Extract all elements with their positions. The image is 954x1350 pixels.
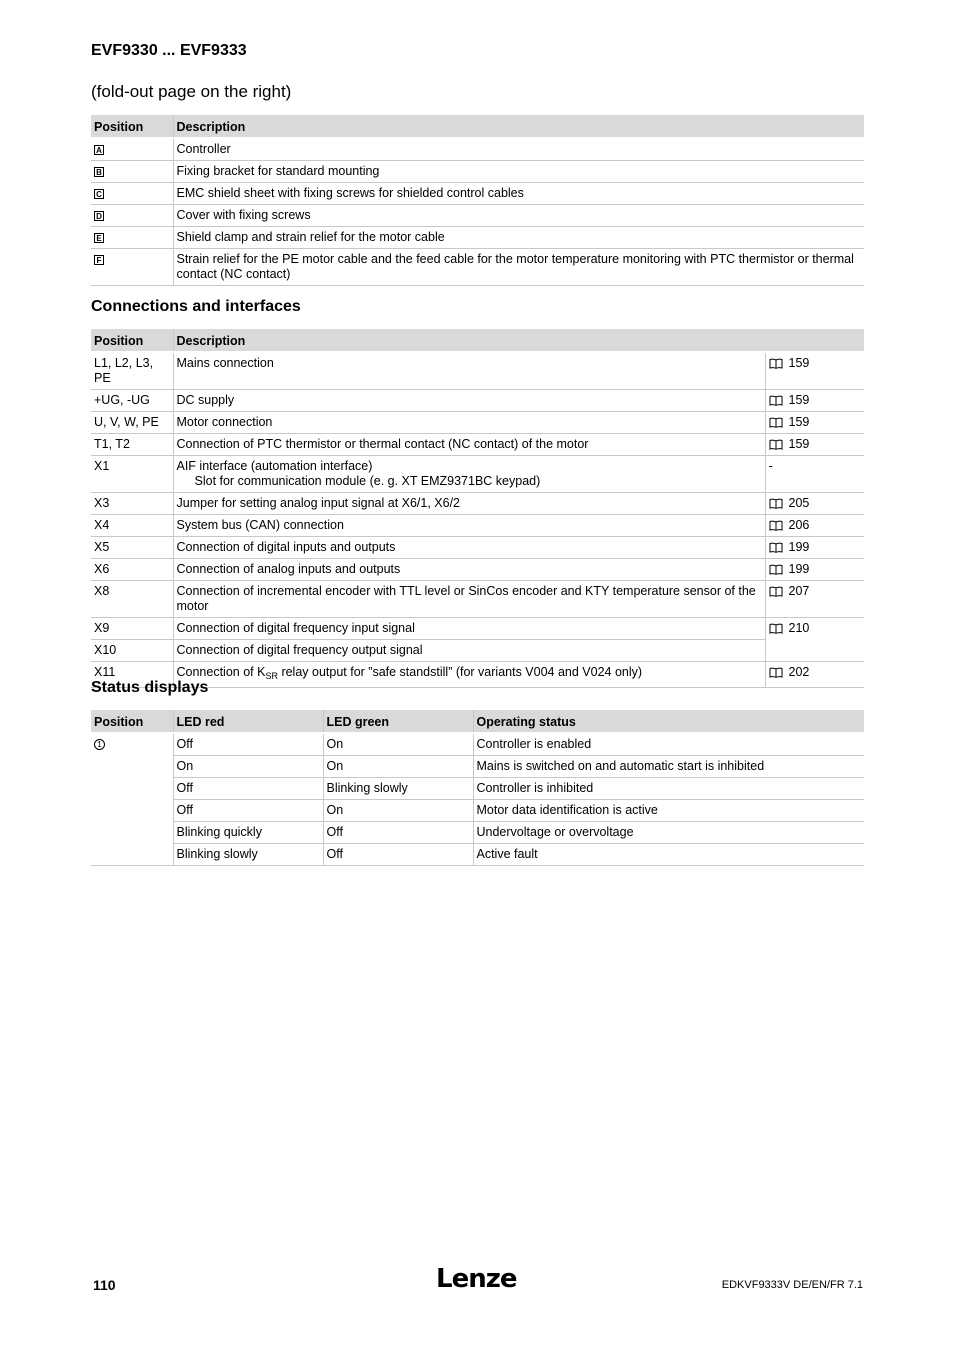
led-green-cell: On [323, 800, 473, 822]
table-row [91, 183, 864, 205]
page-reference [765, 412, 864, 434]
table-row [91, 249, 864, 286]
page-reference-number: 210 [788, 621, 810, 635]
book-icon [769, 439, 783, 450]
page-reference-number: 199 [788, 562, 810, 576]
position-cell [91, 227, 173, 249]
position-cell: X4 [91, 515, 173, 537]
column-header-led-green: LED green [323, 710, 473, 733]
boxed-letter-marker: E [94, 233, 104, 243]
section-heading-connections: Connections and interfaces [91, 298, 301, 315]
led-green-cell: On [323, 733, 473, 756]
page-reference [765, 352, 864, 390]
position-cell: X10 [91, 640, 173, 662]
page-reference-number: 159 [788, 437, 810, 451]
table-row [91, 412, 864, 434]
subscript-text: SR [265, 671, 278, 681]
led-green-cell: Off [323, 822, 473, 844]
book-icon [769, 542, 783, 553]
column-header-led-red: LED red [173, 710, 323, 733]
table-row [91, 352, 864, 390]
led-red-cell: On [173, 756, 323, 778]
position-cell: X3 [91, 493, 173, 515]
table-row [91, 138, 864, 161]
led-red-cell: Blinking slowly [173, 844, 323, 866]
operating-status-cell: Undervoltage or overvoltage [473, 822, 864, 844]
column-header-description: Description [173, 329, 765, 352]
led-red-cell: Blinking quickly [173, 822, 323, 844]
description-cell: Connection of analog inputs and outputs [173, 559, 765, 581]
boxed-letter-marker: D [94, 211, 104, 221]
operating-status-cell: Active fault [473, 844, 864, 866]
description-cell: Connection of digital frequency output signal [173, 640, 765, 662]
table-row [91, 733, 864, 756]
description-subline: Slot for communication module (e. g. XT EMZ9371BC keypad) [194, 474, 541, 488]
table-row [91, 515, 864, 537]
table-row [91, 822, 864, 844]
table-row [91, 161, 864, 183]
boxed-letter-marker: C [94, 189, 104, 199]
connections-table [91, 329, 864, 688]
led-green-cell: Blinking slowly [323, 778, 473, 800]
book-icon [769, 520, 783, 531]
table-row [91, 390, 864, 412]
table-row [91, 778, 864, 800]
table-row [91, 434, 864, 456]
page-reference [765, 390, 864, 412]
description-cell: Shield clamp and strain relief for the motor cable [173, 227, 864, 249]
description-cell: EMC shield sheet with fixing screws for shielded control cables [173, 183, 864, 205]
page-reference: - [765, 456, 864, 493]
table-row [91, 618, 864, 640]
description-cell: Fixing bracket for standard mounting [173, 161, 864, 183]
position-cell: X8 [91, 581, 173, 618]
book-icon [769, 358, 783, 369]
description-cell: Cover with fixing screws [173, 205, 864, 227]
column-header-position: Position [91, 329, 173, 352]
company-logo: Lenze [436, 1264, 517, 1294]
position-cell: U, V, W, PE [91, 412, 173, 434]
description-cell [173, 456, 765, 493]
boxed-letter-marker: F [94, 255, 104, 265]
column-header-position: Position [91, 710, 173, 733]
operating-status-cell: Controller is enabled [473, 733, 864, 756]
page-reference-number: 199 [788, 540, 810, 554]
description-cell: DC supply [173, 390, 765, 412]
description-line: AIF interface (automation interface) [176, 459, 373, 473]
page-reference-number: 206 [788, 518, 810, 532]
table-row [91, 640, 864, 662]
table-row [91, 800, 864, 822]
table-row [91, 537, 864, 559]
column-header-position: Position [91, 115, 173, 138]
page-number: 110 [93, 1277, 116, 1293]
position-cell: T1, T2 [91, 434, 173, 456]
position-cell: L1, L2, L3, PE [91, 352, 173, 390]
section-heading-status: Status displays [91, 679, 209, 696]
table-header-row [91, 115, 864, 138]
document-id: EDKVF9333V DE/EN/FR 7.1 [721, 1279, 863, 1291]
position-cell [91, 205, 173, 227]
table-row [91, 493, 864, 515]
page-reference-number: 202 [788, 665, 810, 679]
description-cell: Controller [173, 138, 864, 161]
table-row [91, 581, 864, 618]
page-reference-number: 205 [788, 496, 810, 510]
table-header-row [91, 710, 864, 733]
page-reference [765, 434, 864, 456]
position-cell: +UG, -UG [91, 390, 173, 412]
led-red-cell: Off [173, 733, 323, 756]
position-cell: X6 [91, 559, 173, 581]
book-icon [769, 498, 783, 509]
description-cell: Connection of digital inputs and outputs [173, 537, 765, 559]
position-cell [91, 161, 173, 183]
column-header-operating-status: Operating status [473, 710, 864, 733]
description-cell: System bus (CAN) connection [173, 515, 765, 537]
position-cell: X5 [91, 537, 173, 559]
components-table [91, 115, 864, 286]
position-cell [91, 138, 173, 161]
column-header-description: Description [173, 115, 864, 138]
page-reference [765, 662, 864, 688]
page-reference [765, 515, 864, 537]
description-text: Connection of K [176, 665, 266, 679]
description-cell: Motor connection [173, 412, 765, 434]
page-reference-number: 159 [788, 415, 810, 429]
operating-status-cell: Controller is inhibited [473, 778, 864, 800]
table-row [91, 205, 864, 227]
book-icon [769, 623, 783, 634]
table-row [91, 756, 864, 778]
led-green-cell: Off [323, 844, 473, 866]
column-header-reference [765, 329, 864, 352]
position-cell [91, 249, 173, 286]
table-row [91, 559, 864, 581]
page-reference-number: 207 [788, 584, 810, 598]
page-reference [765, 559, 864, 581]
table-header-row [91, 329, 864, 352]
position-cell [91, 733, 173, 866]
position-cell: X1 [91, 456, 173, 493]
table-row [91, 227, 864, 249]
circled-number-marker: 1 [94, 739, 105, 750]
operating-status-cell: Motor data identification is active [473, 800, 864, 822]
book-icon [769, 564, 783, 575]
description-cell [173, 662, 765, 688]
description-cell: Mains connection [173, 352, 765, 390]
page-reference-number: 159 [788, 393, 810, 407]
table-row [91, 456, 864, 493]
book-icon [769, 417, 783, 428]
description-cell: Jumper for setting analog input signal at X6/1, X6/2 [173, 493, 765, 515]
page-reference-number: 159 [788, 356, 810, 370]
page-reference [765, 493, 864, 515]
led-red-cell: Off [173, 800, 323, 822]
table-row [91, 844, 864, 866]
page-reference [765, 581, 864, 618]
position-cell: X9 [91, 618, 173, 640]
page-reference [765, 618, 864, 662]
book-icon [769, 586, 783, 597]
led-red-cell: Off [173, 778, 323, 800]
status-table [91, 710, 864, 866]
position-cell [91, 183, 173, 205]
book-icon [769, 395, 783, 406]
boxed-letter-marker: A [94, 145, 104, 155]
description-cell: Strain relief for the PE motor cable and the feed cable for the motor temperature monitoring with PTC thermistor or thermal contact (NC contact) [173, 249, 864, 286]
position-cell: X11 [91, 662, 173, 688]
description-cell: Connection of PTC thermistor or thermal contact (NC contact) of the motor [173, 434, 765, 456]
led-green-cell: On [323, 756, 473, 778]
page-reference [765, 537, 864, 559]
description-cell: Connection of incremental encoder with TTL level or SinCos encoder and KTY temperature sensor of the motor [173, 581, 765, 618]
description-text: relay output for ”safe standstill” (for variants V004 and V024 only) [277, 665, 643, 679]
page-header-title: EVF9330 ... EVF9333 [91, 42, 247, 59]
description-cell: Connection of digital frequency input signal [173, 618, 765, 640]
operating-status-cell: Mains is switched on and automatic start is inhibited [473, 756, 864, 778]
boxed-letter-marker: B [94, 167, 104, 177]
page-subtitle: (fold-out page on the right) [91, 82, 292, 101]
book-icon [769, 667, 783, 678]
